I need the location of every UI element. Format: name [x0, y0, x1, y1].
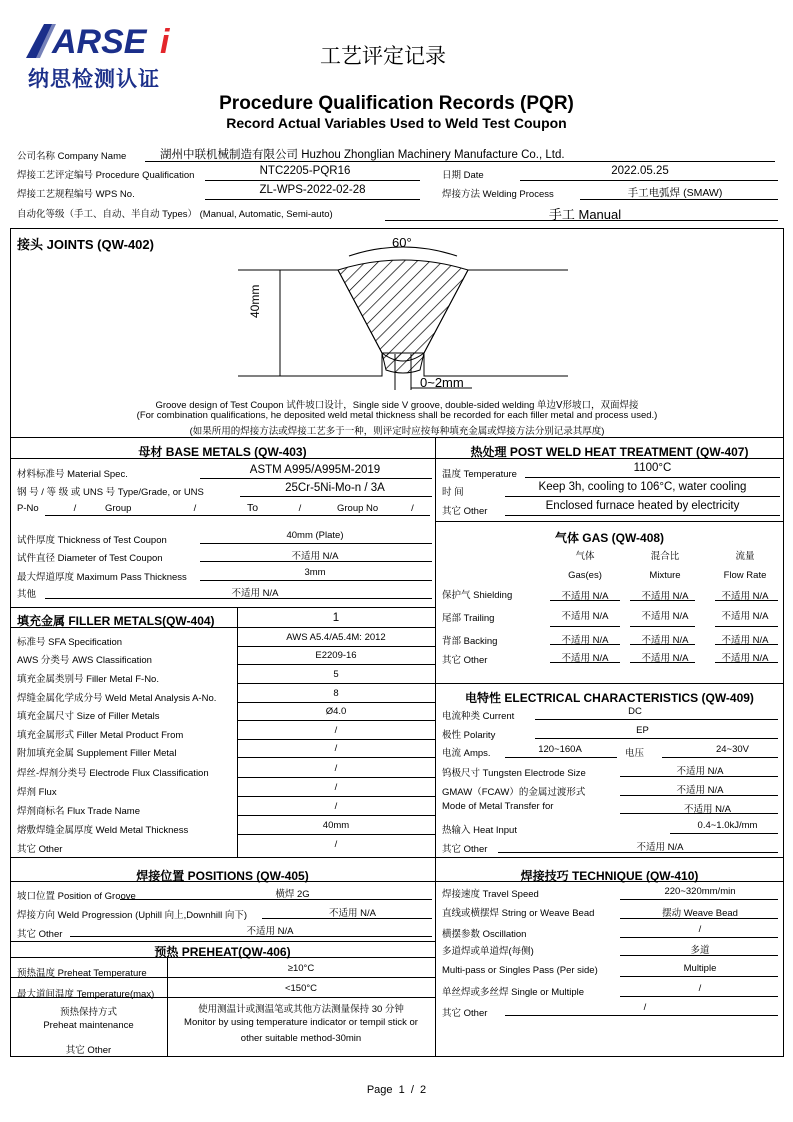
gas-col1-cn: 气体: [575, 551, 595, 562]
process-value: 手工电弧焊 (SMAW): [627, 187, 723, 199]
gas-cell: 不适用 N/A: [561, 611, 609, 622]
interpass-temp-label: 最大道间温度 Temperature(max): [17, 989, 155, 1000]
transfer-mode-value: 不适用 N/A: [684, 804, 731, 815]
heat-input-label: 热输入 Heat Input: [442, 825, 517, 836]
p-no-label: P-No: [17, 503, 39, 514]
company-label: 公司名称 Company Name: [17, 151, 127, 162]
preheat-maintenance-value-2: Monitor by using temperature indicator or tempil stick or: [184, 1017, 418, 1028]
coupon-diameter-value: 不适用 N/A: [291, 551, 339, 562]
gas-cell: 不适用 N/A: [561, 653, 609, 664]
technique-other-label: 其它 Other: [442, 1008, 488, 1019]
company-value: 湖州中联机械制造有限公司 Huzhou Zhonglian Machinery Manufacture Co., Ltd.: [160, 149, 565, 161]
type-grade-value: 25Cr-5Ni-Mo-n / 3A: [285, 482, 385, 494]
filler-row-value: /: [334, 839, 338, 850]
groove-position-label: 坡口位置 Position of Groove: [17, 891, 136, 902]
gas-cell: 不适用 N/A: [641, 611, 689, 622]
svg-text:i: i: [160, 23, 170, 60]
gas-row-label: 背部 Backing: [442, 636, 498, 647]
technique-title: 焊接技巧 TECHNIQUE (QW-410): [520, 869, 699, 883]
preheat-maintenance-label: 预热保持方式: [59, 1007, 117, 1018]
pwht-other-label: 其它 Other: [442, 506, 488, 517]
gas-col2-cn: 混合比: [650, 551, 680, 562]
gas-col3-en: Flow Rate: [723, 570, 767, 581]
filler-row-label: 焊丝-焊剂分类号 Electrode Flux Classification: [17, 768, 209, 779]
filler-row-value: Ø4.0: [325, 706, 347, 717]
elec-other-label: 其它 Other: [442, 844, 488, 855]
filler-row-value: /: [334, 782, 338, 793]
p-no-value: /: [73, 503, 77, 514]
gas-cell: 不适用 N/A: [641, 591, 689, 602]
filler-metals-title: 填充金属 FILLER METALS(QW-404): [17, 614, 215, 628]
travel-speed-value: 220~320mm/min: [664, 886, 736, 897]
gas-cell: 不适用 N/A: [721, 653, 769, 664]
pqr-label: 焊接工艺评定编号 Procedure Qualification: [17, 170, 195, 181]
coupon-diameter-label: 试件直径 Diameter of Test Coupon: [17, 553, 163, 564]
type-grade-label: 钢 号 / 等 级 或 UNS 号 Type/Grade, or UNS: [17, 487, 204, 498]
gas-col2-en: Mixture: [649, 570, 681, 581]
filler-row-label: 填充金属类别号 Filler Metal F-No.: [17, 674, 159, 685]
positions-other-value: 不适用 N/A: [246, 926, 294, 937]
groove-gap: 0~2mm: [420, 375, 464, 390]
pwht-temp-label: 温度 Temperature: [442, 469, 517, 480]
filler-row-label: AWS 分类号 AWS Classification: [17, 655, 152, 666]
logo: [22, 20, 194, 91]
base-other-label: 其他: [17, 589, 37, 600]
oscillation-value: /: [698, 924, 702, 935]
filler-row-label: 填充金属尺寸 Size of Filler Metals: [17, 711, 160, 722]
gmaw-value: 不适用 N/A: [676, 785, 724, 796]
transfer-mode-label: Mode of Metal Transfer for: [442, 801, 554, 812]
preheat-maintenance-value-3: other suitable method-30min: [240, 1033, 362, 1044]
single-multiple-value: /: [698, 983, 702, 994]
gas-col3-cn: 流量: [735, 551, 755, 562]
gmaw-label: GMAW（FCAW）的金属过渡形式: [442, 787, 586, 798]
group-value: /: [193, 503, 197, 514]
wps-value: ZL-WPS-2022-02-28: [259, 184, 366, 196]
gas-row-label: 保护气 Shielding: [442, 590, 513, 601]
pwht-title: 热处理 POST WELD HEAT TREATMENT (QW-407): [470, 445, 749, 459]
filler-row-value: 8: [333, 688, 339, 699]
automation-value: 手工 Manual: [548, 207, 622, 222]
filler-row-value: E2209-16: [315, 650, 357, 661]
gas-title: 气体 GAS (QW-408): [554, 531, 665, 545]
pqr-value: NTC2205-PQR16: [259, 165, 351, 177]
positions-title: 焊接位置 POSITIONS (QW-405): [136, 869, 309, 883]
string-weave-label: 直线或横摆焊 String or Weave Bead: [442, 908, 595, 919]
page-title: Procedure Qualification Records (PQR): [219, 93, 574, 114]
voltage-value: 24~30V: [715, 744, 750, 755]
pwht-other-value: Enclosed furnace heated by electricity: [545, 500, 740, 512]
joints-note-2: (For combination qualifications, he deposited weld metal thickness shall be recorded for each filler metal and process used.): [136, 410, 658, 421]
filler-row-value: 40mm: [322, 820, 350, 831]
gas-row-label: 尾部 Trailing: [442, 613, 495, 624]
coupon-thickness-label: 试件厚度 Thickness of Test Coupon: [17, 535, 167, 546]
svg-text:ARSE: ARSE: [52, 23, 147, 60]
multi-pass-value-en: Multiple: [683, 963, 717, 974]
pwht-time-label: 时 间: [442, 487, 464, 498]
gas-cell: 不适用 N/A: [721, 591, 769, 602]
heat-input-value: 0.4~1.0kJ/mm: [697, 820, 758, 831]
single-multiple-label: 单丝焊或多丝焊 Single or Multiple: [442, 987, 585, 998]
gas-cell: 不适用 N/A: [641, 635, 689, 646]
filler-row-label: 焊剂商标名 Flux Trade Name: [17, 806, 140, 817]
wps-label: 焊接工艺规程编号 WPS No.: [17, 189, 135, 200]
polarity-value: EP: [636, 725, 649, 736]
tungsten-value: 不适用 N/A: [676, 766, 724, 777]
multi-pass-value: 多道: [690, 945, 710, 956]
filler-row-value: /: [334, 763, 338, 774]
page-title-cn: 工艺评定记录: [320, 44, 446, 68]
page-subtitle: Record Actual Variables Used to Weld Test Coupon: [226, 115, 567, 131]
gas-cell: 不适用 N/A: [561, 591, 609, 602]
preheat-title: 预热 PREHEAT(QW-406): [154, 945, 291, 959]
gas-row-label: 其它 Other: [442, 655, 488, 666]
to-label: To: [247, 502, 259, 514]
elec-other-value: 不适用 N/A: [636, 842, 684, 853]
weld-progression-value: 不适用 N/A: [329, 908, 376, 919]
joints-title: 接头 JOINTS (QW-402): [17, 237, 154, 252]
polarity-label: 极性 Polarity: [442, 730, 496, 741]
pass-thickness-label: 最大焊道厚度 Maximum Pass Thickness: [17, 572, 187, 583]
logo-mark: [22, 20, 194, 60]
pwht-time-value: Keep 3h, cooling to 106°C, water cooling: [538, 481, 747, 493]
gas-cell: 不适用 N/A: [721, 611, 769, 622]
pass-thickness-value: 3mm: [304, 567, 326, 578]
electrical-title: 电特性 ELECTRICAL CHARACTERISTICS (QW-409): [465, 691, 754, 705]
travel-speed-label: 焊接速度 Travel Speed: [442, 889, 539, 900]
to-value: /: [298, 503, 302, 514]
technique-other-value: /: [643, 1002, 647, 1013]
groove-angle: 60°: [392, 235, 412, 250]
multi-pass-label: 多道焊或单道焊(每侧): [442, 946, 534, 957]
amps-value: 120~160A: [538, 744, 582, 755]
preheat-temp-value: ≥10°C: [287, 963, 315, 974]
filler-row-value: /: [334, 725, 338, 736]
gas-cell: 不适用 N/A: [561, 635, 609, 646]
logo-text: 纳思检测认证: [28, 67, 160, 91]
filler-row-value: AWS A5.4/A5.4M: 2012: [286, 632, 386, 643]
filler-row-label: 填充金属形式 Filler Metal Product From: [17, 730, 184, 741]
gas-col1-en: Gas(es): [568, 570, 602, 581]
filler-row-label: 附加填充金属 Supplement Filler Metal: [17, 748, 177, 759]
preheat-maintenance-label-en: Preheat maintenance: [43, 1020, 134, 1031]
gas-cell: 不适用 N/A: [641, 653, 689, 664]
tungsten-label: 钨极尺寸 Tungsten Electrode Size: [442, 768, 586, 779]
base-other-value: 不适用 N/A: [231, 588, 279, 599]
filler-row-label: 焊剂 Flux: [17, 787, 57, 798]
filler-row-value: /: [334, 801, 338, 812]
filler-row-label: 焊缝金属化学成分号 Weld Metal Analysis A-No.: [17, 693, 217, 704]
date-value: 2022.05.25: [611, 165, 669, 177]
groove-thickness: 40mm: [248, 284, 262, 318]
filler-row-value: /: [334, 743, 338, 754]
date-label: 日期 Date: [442, 170, 484, 181]
weld-progression-label: 焊接方向 Weld Progression (Uphill 向上,Downhill 向下): [17, 910, 247, 921]
coupon-thickness-value: 40mm (Plate): [286, 530, 344, 541]
filler-row-label: 标准号 SFA Specification: [17, 637, 123, 648]
positions-other-label: 其它 Other: [17, 929, 63, 940]
material-spec-value: ASTM A995/A995M-2019: [249, 464, 381, 476]
group-no-value: /: [411, 503, 414, 514]
group-label: Group: [105, 503, 132, 514]
base-metals-title: 母材 BASE METALS (QW-403): [138, 445, 307, 459]
filler-column-number: 1: [332, 612, 340, 624]
current-value: DC: [628, 706, 642, 717]
preheat-other-label: 其它 Other: [65, 1045, 112, 1056]
preheat-maintenance-value: 使用测温计或测温笔或其他方法测量保持 30 分钟: [198, 1004, 404, 1015]
joints-note-1: Groove design of Test Coupon 试件坡口设计，Single side V groove, double-sided welding 单边Ⅴ形坡口，双面焊接: [155, 400, 639, 411]
amps-label: 电流 Amps.: [442, 748, 491, 759]
material-spec-label: 材料标准号 Material Spec.: [17, 469, 128, 480]
pwht-temp-value: 1100°C: [633, 462, 672, 474]
group-no-label: Group No: [337, 503, 379, 514]
joints-note-3: (如果所用的焊接方法或焊接工艺多于一种，则评定时应按每种填充金属或焊接方法分别记录其厚度): [189, 426, 605, 437]
multi-pass-label-en: Multi-pass or Singles Pass (Per side): [442, 965, 598, 976]
automation-label: 自动化等级（手工、自动、半自动 Types） (Manual, Automatic, Semi-auto): [17, 209, 333, 220]
voltage-label: 电压: [625, 748, 645, 759]
interpass-temp-value: <150°C: [284, 983, 318, 994]
gas-cell: 不适用 N/A: [721, 635, 769, 646]
page-number: Page 1 / 2: [366, 1084, 427, 1096]
current-label: 电流种类 Current: [442, 711, 515, 722]
string-weave-value: 摆动 Weave Bead: [662, 908, 738, 919]
oscillation-label: 横摆参数 Oscillation: [442, 929, 527, 940]
filler-row-value: 5: [333, 669, 339, 680]
filler-row-label: 熔敷焊缝金属厚度 Weld Metal Thickness: [17, 825, 189, 836]
groove-position-value: 横焊 2G: [275, 889, 310, 900]
process-label: 焊接方法 Welding Process: [442, 189, 554, 200]
preheat-temp-label: 预热温度 Preheat Temperature: [17, 968, 147, 979]
filler-row-label: 其它 Other: [17, 844, 63, 855]
